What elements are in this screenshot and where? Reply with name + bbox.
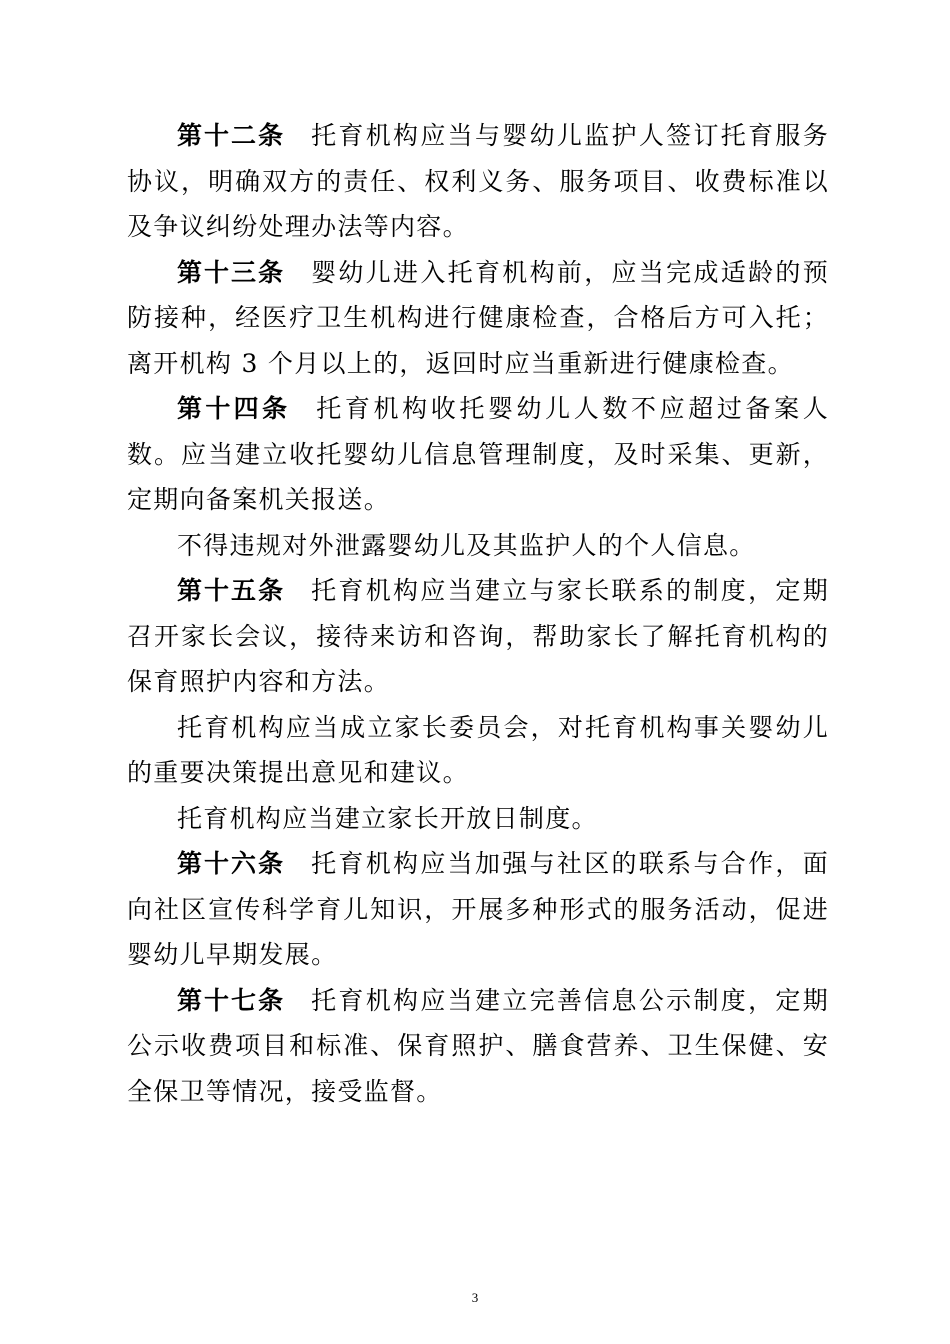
article-text: 托育机构应当加强与社区的联系与合作，面向社区宣传科学育儿知识，开展多种形式的服务活动，促进婴幼儿早期发展。 [127,849,829,969]
article-13-paragraph [127,250,829,387]
article-label: 第十二条 [177,121,286,150]
document-body [127,113,829,1114]
article-15-continuation-2 [127,796,829,842]
article-text: 托育机构应当与婴幼儿监护人签订托育服务协议，明确双方的责任、权利义务、服务项目、收费标准以及争议纠纷处理办法等内容。 [127,121,829,241]
article-label: 第十四条 [177,394,291,423]
article-12-paragraph [127,113,829,250]
article-text: 托育机构应当建立与家长联系的制度，定期召开家长会议，接待来访和咨询，帮助家长了解托育机构的保育照护内容和方法。 [127,576,829,696]
page-number: 3 [471,1290,479,1305]
paragraph-text: 不得违规对外泄露婴幼儿及其监护人的个人信息。 [177,530,756,560]
article-label: 第十三条 [177,257,286,287]
article-15-continuation-1 [127,705,829,796]
paragraph-text: 托育机构应当建立家长开放日制度。 [177,803,598,833]
article-15-paragraph [127,568,829,705]
article-text: 婴幼儿进入托育机构前，应当完成适龄的预防接种，经医疗卫生机构进行健康检查，合格后方可入托；离开机构 3 个月以上的，返回时应当重新进行健康检查。 [127,257,829,378]
article-text: 托育机构收托婴幼儿人数不应超过备案人数。应当建立收托婴幼儿信息管理制度，及时采集、更新，定期向备案机关报送。 [127,394,829,514]
article-text: 托育机构应当建立完善信息公示制度，定期公示收费项目和标准、保育照护、膳食营养、卫生保健、安全保卫等情况，接受监督。 [127,985,829,1106]
article-14-continuation [127,523,829,569]
article-16-paragraph [127,841,829,978]
article-14-paragraph [127,386,829,523]
paragraph-text: 托育机构应当成立家长委员会，对托育机构事关婴幼儿的重要决策提出意见和建议。 [127,712,829,787]
article-label: 第十六条 [177,849,286,878]
article-17-paragraph [127,978,829,1115]
article-label: 第十五条 [177,576,286,605]
article-label: 第十七条 [177,985,286,1015]
